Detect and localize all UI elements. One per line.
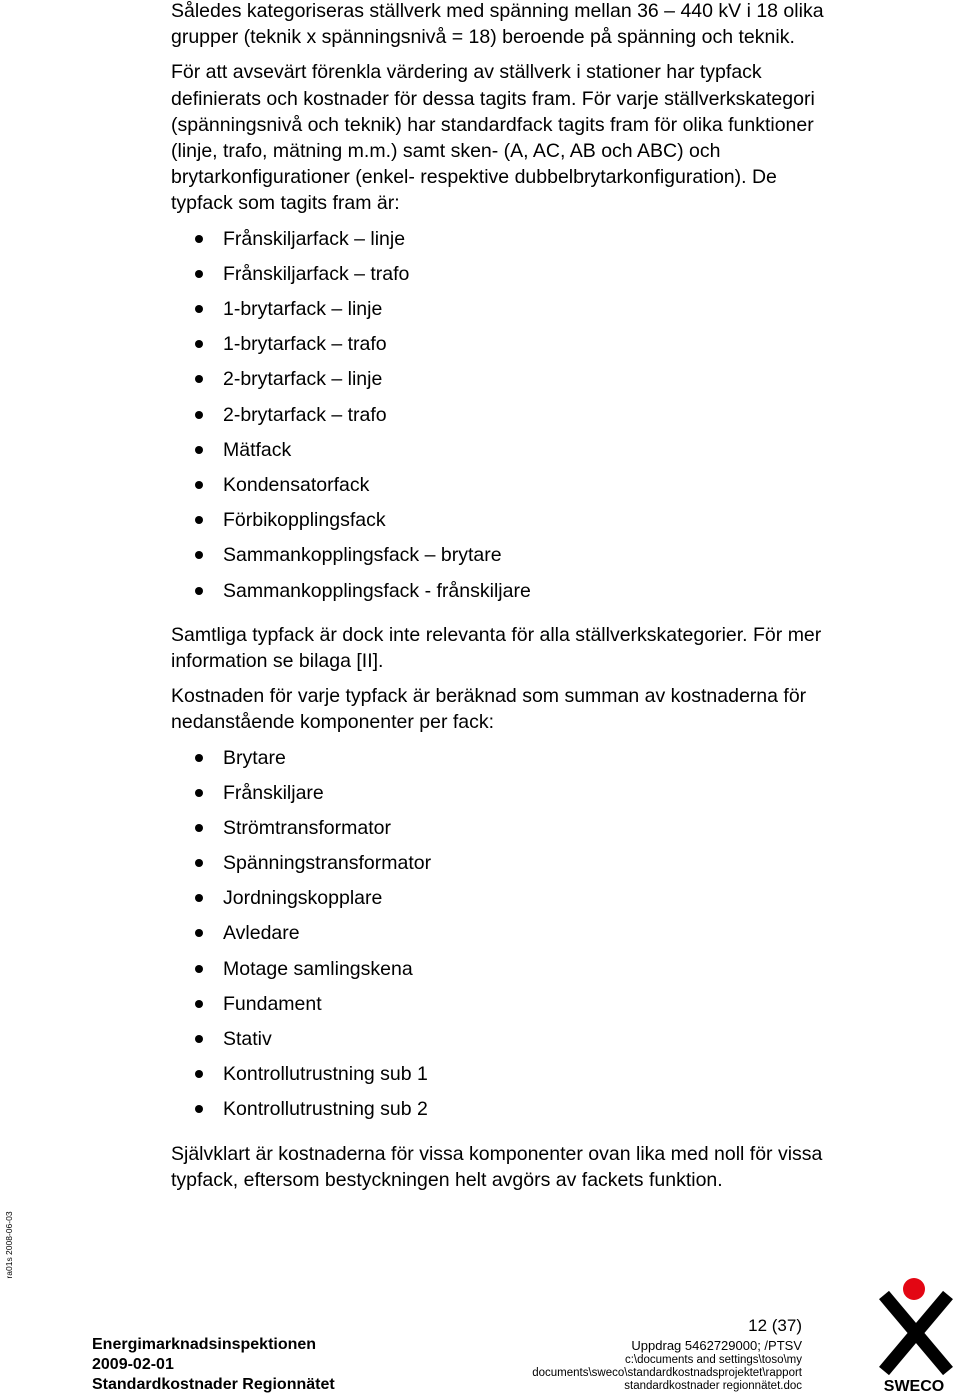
bullet-icon	[195, 965, 203, 973]
component-list-item	[171, 956, 831, 991]
footer-org: Energimarknadsinspektionen	[92, 1336, 317, 1353]
typfack-list-item-label: Frånskiljarfack – trafo	[223, 262, 410, 285]
bullet-icon	[195, 859, 203, 867]
typfack-list-item-label: Sammankopplingsfack – brytare	[223, 544, 502, 567]
logo-dot	[903, 1278, 925, 1300]
component-list-item-label: Brytare	[223, 746, 286, 769]
typfack-list-item-label: 2-brytarfack – trafo	[223, 403, 387, 426]
typfack-list-item-label: Sammankopplingsfack - frånskiljare	[223, 579, 531, 602]
bullet-icon	[195, 305, 203, 313]
typfack-list-item	[171, 578, 831, 613]
component-list-item-label: Stativ	[223, 1028, 272, 1050]
component-list-item	[171, 1061, 831, 1096]
bullet-icon	[195, 1035, 203, 1043]
typfack-list-item	[171, 472, 831, 507]
bullet-icon	[195, 1070, 203, 1078]
paragraph-cost: Kostnaden för varje typfack är beräknad som summan av kostnaderna för nedanstående komponenter per fack:	[171, 685, 807, 734]
typfack-list-item	[171, 331, 831, 366]
component-list-item-label: Fundament	[223, 992, 322, 1015]
typfack-list-item	[171, 261, 831, 296]
component-list-item-label: Motage samlingskena	[223, 957, 413, 980]
footer-path-1: c:\documents and settings\toso\my	[624, 1354, 802, 1366]
bullet-icon	[195, 894, 203, 902]
typfack-list-item-label: 1-brytarfack – trafo	[223, 333, 387, 356]
typfack-list-item-label: 2-brytarfack – linje	[223, 368, 383, 391]
document-body	[171, 0, 831, 1193]
typfack-list-item-label: Förbikopplingsfack	[223, 509, 386, 532]
bullet-icon	[195, 789, 203, 797]
bullet-icon	[195, 375, 203, 383]
typfack-list	[171, 226, 831, 613]
paragraph-typfack: För att avsevärt förenkla värdering av ställverk i stationer har typfack definierats och kostnader för dessa tagits fram. För varje ställverkskategori (spänningsnivå och teknik) har standardfack tagits fram för olika funktioner (linje, trafo, mätning m.m.) samt sken- (A, AC, AB och ABC) och brytarkonfigurationer (enkel- respektive dubbelbrytarkonfiguration). De typfack som tagits fram är:	[171, 61, 815, 215]
component-list-item-label: Jordningskopplare	[223, 887, 383, 910]
typfack-list-item-label: Kondensatorfack	[223, 473, 370, 496]
bullet-icon	[195, 1105, 203, 1113]
typfack-list-item-label: Frånskiljarfack – linje	[223, 227, 406, 250]
typfack-list-item	[171, 402, 831, 437]
bullet-icon	[195, 551, 203, 559]
logo-text: SWECO	[883, 1378, 945, 1395]
component-list-item-label: Kontrollutrustning sub 2	[223, 1098, 428, 1121]
footer-report-title: Standardkostnader Regionnätet	[92, 1376, 335, 1393]
bullet-icon	[195, 516, 203, 524]
typfack-list-item	[171, 226, 831, 261]
paragraph-intro: Således kategoriseras ställverk med spänning mellan 36 – 440 kV i 18 olika grupper (teknik x spänningsnivå = 18) beroende på spänning och teknik.	[171, 0, 824, 49]
page-number: 12 (37)	[748, 1316, 802, 1335]
component-list-item-label: Strömtransformator	[223, 816, 391, 839]
bullet-icon	[195, 270, 203, 278]
side-stamp: ra01s 2008-06-03	[4, 1211, 14, 1279]
footer-path-3: standardkostnader regionnätet.doc	[624, 1380, 802, 1393]
paragraph-conclusion: Självklart är kostnaderna för vissa komponenter ovan lika med noll för vissa typfack, eftersom bestyckningen helt avgörs av fackets funktion.	[171, 1142, 823, 1191]
footer-right	[532, 1338, 802, 1394]
component-list-item	[171, 885, 831, 920]
component-list-item	[171, 815, 831, 850]
bullet-icon	[195, 481, 203, 489]
typfack-list-item	[171, 507, 831, 542]
paragraph-relevance: Samtliga typfack är dock inte relevanta för alla ställverkskategorier. För mer information se bilaga [II].	[171, 623, 822, 672]
typfack-list-item-label: 1-brytarfack – linje	[223, 298, 383, 320]
bullet-icon	[195, 929, 203, 937]
footer-left	[92, 1335, 335, 1395]
component-list-item	[171, 991, 831, 1026]
bullet-icon	[195, 411, 203, 419]
footer-date: 2009-02-01	[92, 1356, 174, 1373]
bullet-icon	[195, 587, 203, 595]
bullet-icon	[195, 754, 203, 762]
bullet-icon	[195, 824, 203, 832]
component-list-item-label: Spänningstransformator	[223, 852, 432, 875]
sweco-logo-icon	[868, 1275, 960, 1396]
component-list-item	[171, 780, 831, 815]
component-list-item	[171, 1026, 831, 1061]
bullet-icon	[195, 235, 203, 243]
bullet-icon	[195, 446, 203, 454]
typfack-list-item	[171, 366, 831, 401]
bullet-icon	[195, 340, 203, 348]
component-list-item	[171, 920, 831, 955]
component-list-item	[171, 1096, 831, 1131]
component-list-item-label: Avledare	[223, 922, 300, 945]
component-list-item	[171, 745, 831, 780]
bullet-icon	[195, 1000, 203, 1008]
typfack-list-item	[171, 542, 831, 577]
component-list-item-label: Kontrollutrustning sub 1	[223, 1063, 428, 1086]
footer-path-2: documents\sweco\standardkostnadsprojektet\rapport	[532, 1367, 802, 1380]
footer-assignment: Uppdrag 5462729000; /PTSV	[631, 1338, 802, 1353]
component-list-item	[171, 850, 831, 885]
typfack-list-item-label: Mätfack	[223, 438, 292, 461]
component-list	[171, 745, 831, 1132]
typfack-list-item	[171, 437, 831, 472]
component-list-item-label: Frånskiljare	[223, 781, 324, 804]
typfack-list-item	[171, 296, 831, 331]
